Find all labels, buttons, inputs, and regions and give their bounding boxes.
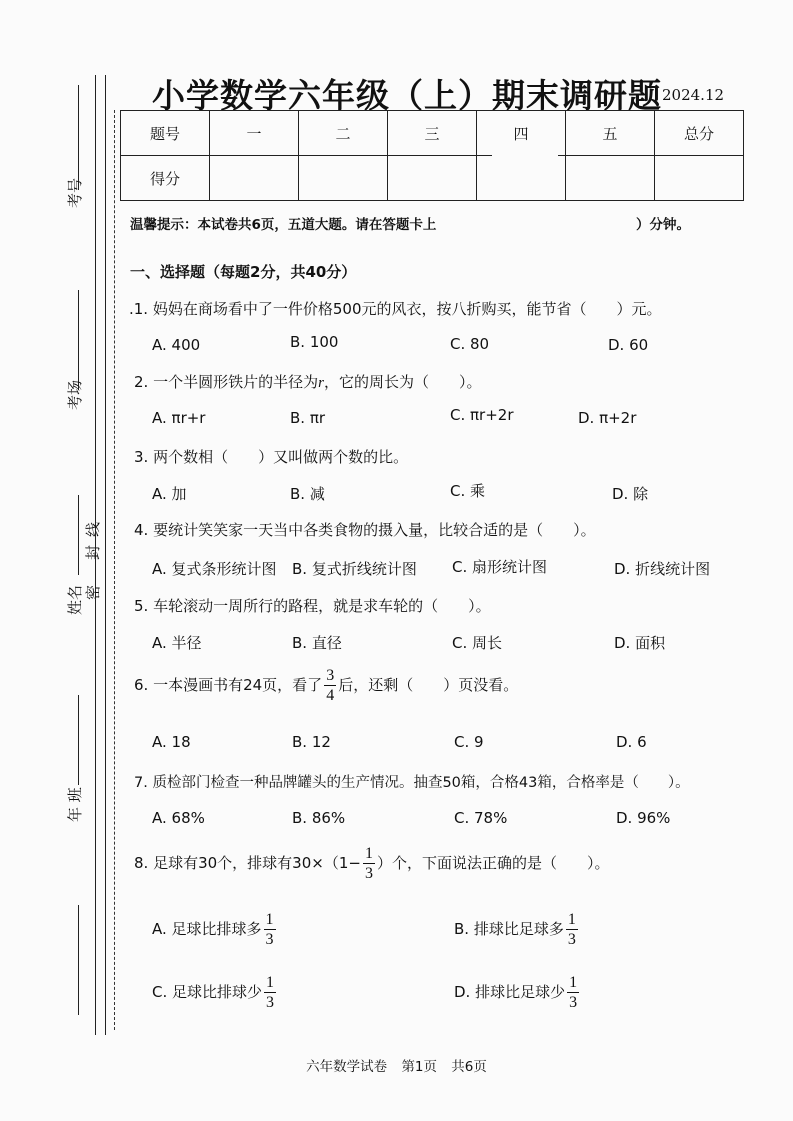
fraction-denominator: 4	[326, 687, 335, 704]
fraction-numerator: 1	[266, 974, 275, 991]
exam-room-label: 考场	[66, 379, 84, 410]
score-row-label: 得分	[121, 156, 210, 201]
question-text: 要统计笑笑家一天当中各类食物的摄入量，比较合适的是（ ）。	[153, 521, 596, 539]
question-text-part1: 一个半圆形铁片的半径为	[153, 373, 319, 391]
q5-option-d[interactable]: D. 面积	[614, 634, 666, 652]
exam-date: 2024.12	[662, 86, 725, 104]
q8-option-d[interactable]	[454, 973, 581, 1012]
score-col-1: 一	[210, 111, 299, 156]
question-number: 8.	[134, 854, 149, 872]
fraction-denominator: 3	[567, 931, 576, 948]
fraction	[264, 973, 276, 1012]
score-cell-5[interactable]	[566, 156, 655, 201]
q5-option-c[interactable]: C. 周长	[452, 634, 503, 652]
question-1	[129, 298, 662, 319]
margin-line-inner	[105, 75, 106, 1035]
fraction-denominator: 3	[265, 931, 274, 948]
margin-dashed-line	[114, 110, 115, 1030]
q6-option-b[interactable]: B. 12	[292, 733, 331, 751]
name-label: 姓名	[66, 584, 84, 615]
seal-text-1: 密	[84, 578, 102, 600]
fraction-denominator: 3	[266, 994, 275, 1011]
question-text-part2: 后，还剩（ ）页没看。	[338, 676, 519, 694]
option-label: C. 足球比排球少	[152, 983, 263, 1001]
q7-option-c[interactable]: C. 78%	[454, 809, 508, 827]
seal-text-3: 线	[84, 515, 102, 537]
score-col-4: 四	[477, 111, 566, 156]
question-text-part2: ，它的周长为（ ）。	[323, 373, 482, 391]
score-cell-1[interactable]	[210, 156, 299, 201]
question-6	[134, 666, 518, 705]
question-7	[134, 771, 690, 792]
question-number: .1.	[129, 300, 149, 318]
fraction	[567, 973, 579, 1012]
fraction-denominator: 3	[569, 994, 578, 1011]
question-3	[134, 446, 408, 467]
q6-option-c[interactable]: C. 9	[454, 733, 484, 751]
question-text: 质检部门检查一种品牌罐头的生产情况。抽查50箱，合格43箱，合格率是（ ）。	[152, 775, 690, 791]
score-cell-total[interactable]	[655, 156, 744, 201]
question-text: 车轮滚动一周所行的路程，就是求车轮的（ ）。	[153, 597, 491, 615]
score-table-row-header	[121, 111, 744, 156]
question-number: 2.	[134, 373, 149, 391]
question-number: 7.	[134, 775, 148, 791]
q4-option-b[interactable]: B. 复式折线统计图	[292, 560, 417, 578]
fraction	[264, 910, 276, 949]
score-header-label: 题号	[121, 111, 210, 156]
q7-option-a[interactable]: A. 68%	[152, 809, 205, 827]
section-heading: 一、选择题（每题2分，共40分）	[130, 263, 357, 281]
question-text: 两个数相（ ）又叫做两个数的比。	[153, 448, 409, 466]
question-text-part2: ）个，下面说法正确的是（ ）。	[376, 854, 610, 872]
exam-no-blank	[78, 85, 79, 190]
class-blank-1	[78, 695, 79, 785]
class-blank-2	[78, 905, 79, 1015]
score-col-2: 二	[299, 111, 388, 156]
q2-option-c[interactable]: C. πr+2r	[450, 406, 514, 424]
question-2	[134, 371, 481, 392]
option-label: B. 排球比足球多	[454, 920, 564, 938]
q7-option-b[interactable]: B. 86%	[292, 809, 346, 827]
q4-option-c[interactable]: C. 扇形统计图	[452, 558, 548, 576]
score-cell-3[interactable]	[388, 156, 477, 201]
fraction-numerator: 1	[265, 911, 274, 928]
q5-option-a[interactable]: A. 半径	[152, 634, 202, 652]
fraction-denominator: 3	[364, 865, 373, 882]
question-4	[134, 519, 596, 540]
option-label: A. 足球比排球多	[152, 920, 262, 938]
page-title: 小学数学六年级（上）期末调研题	[152, 76, 662, 115]
q3-option-c[interactable]: C. 乘	[450, 482, 486, 500]
seal-text-2: 封	[84, 538, 102, 560]
q1-option-a[interactable]: A. 400	[152, 336, 201, 354]
question-number: 4.	[134, 521, 149, 539]
score-col-3: 三	[388, 111, 477, 156]
fraction-numerator: 3	[326, 667, 335, 684]
question-text-part1: 一本漫画书有24页，看了	[153, 676, 323, 694]
class-label: 年 班	[66, 787, 84, 822]
footer-page-number: 第1页	[401, 1059, 437, 1075]
name-blank	[78, 495, 79, 575]
tip-text-end: ）分钟。	[636, 217, 690, 233]
covered-area	[492, 150, 558, 200]
q3-option-d[interactable]: D. 除	[612, 485, 649, 503]
q6-option-d[interactable]: D. 6	[616, 733, 647, 751]
footer-total-pages: 共6页	[451, 1059, 487, 1075]
fraction-numerator: 1	[567, 911, 576, 928]
radius-variable: r	[318, 375, 324, 391]
page-footer	[0, 1055, 793, 1075]
fraction	[324, 666, 336, 705]
q5-option-b[interactable]: B. 直径	[292, 634, 342, 652]
q1-option-b[interactable]: B. 100	[290, 333, 339, 351]
q7-option-d[interactable]: D. 96%	[616, 809, 671, 827]
q2-option-a[interactable]: A. πr+r	[152, 409, 206, 427]
q4-option-a[interactable]: A. 复式条形统计图	[152, 560, 277, 578]
score-cell-2[interactable]	[299, 156, 388, 201]
exam-room-blank	[78, 290, 79, 390]
score-col-total: 总分	[655, 111, 744, 156]
q6-option-a[interactable]: A. 18	[152, 733, 191, 751]
q8-option-c[interactable]	[152, 973, 278, 1012]
score-table-row-score	[121, 156, 744, 201]
score-table	[120, 110, 744, 201]
q3-option-b[interactable]: B. 减	[290, 485, 325, 503]
q8-option-b[interactable]	[454, 910, 580, 949]
fraction-numerator: 1	[364, 845, 373, 862]
fraction	[363, 844, 375, 883]
question-5	[134, 595, 491, 616]
question-number: 5.	[134, 597, 149, 615]
q4-option-d[interactable]: D. 折线统计图	[614, 560, 711, 578]
footer-exam-name: 六年数学试卷	[306, 1059, 388, 1075]
tip-text: 温馨提示：本试卷共6页，五道大题。请在答题卡上	[130, 217, 437, 233]
q1-option-d[interactable]: D. 60	[608, 336, 649, 354]
q1-option-c[interactable]: C. 80	[450, 335, 490, 353]
option-label: D. 排球比足球少	[454, 983, 566, 1001]
question-text: 妈妈在商场看中了一件价格500元的风衣，按八折购买，能节省（ ）元。	[152, 300, 662, 318]
question-number: 6.	[134, 676, 149, 694]
q2-option-b[interactable]: B. πr	[290, 409, 326, 427]
q8-option-a[interactable]	[152, 910, 278, 949]
fraction	[566, 910, 578, 949]
question-8	[134, 844, 609, 883]
q2-option-d[interactable]: D. π+2r	[578, 409, 637, 427]
score-col-5: 五	[566, 111, 655, 156]
q3-option-a[interactable]: A. 加	[152, 485, 187, 503]
question-text-part1: 足球有30个，排球有30×（1−	[153, 854, 361, 872]
exam-no-label: 考号	[66, 177, 84, 208]
question-number: 3.	[134, 448, 149, 466]
fraction-numerator: 1	[569, 974, 578, 991]
